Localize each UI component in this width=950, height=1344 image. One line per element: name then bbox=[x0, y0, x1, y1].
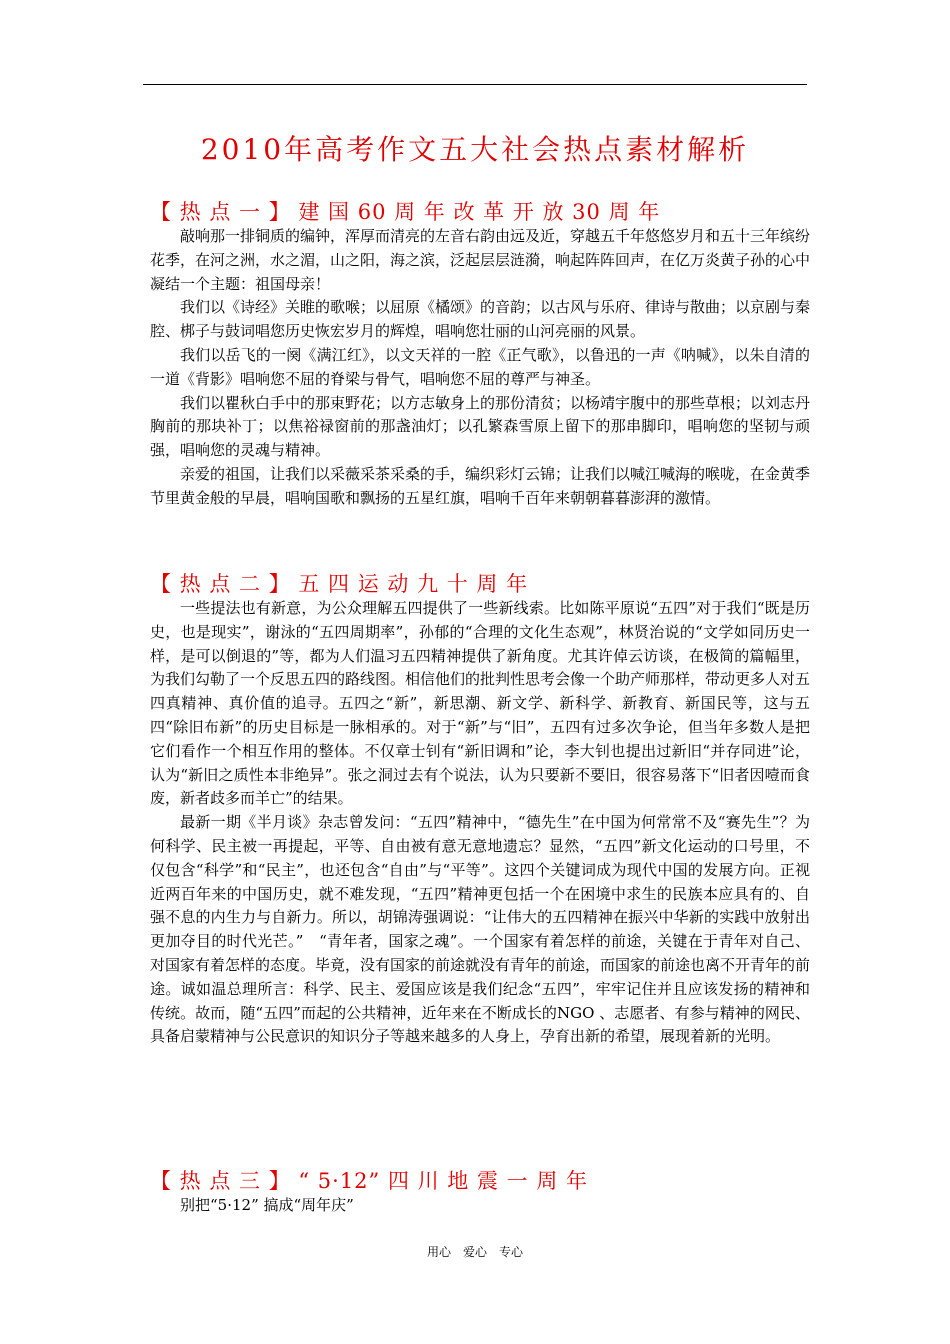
paragraph: 别把“5·12” 搞成“周年庆” bbox=[180, 1196, 354, 1214]
paragraph: 敲响那一排铜质的编钟，浑厚而清亮的左音右韵由远及近，穿越五千年悠悠岁月和五十三年缤纷花季，在河之洲，水之湄，山之阳，海之滨，泛起层层涟漪，响起阵阵回声，在亿万炎黄子孙的心中凝结一个主题：祖国母亲！ bbox=[150, 227, 811, 293]
section-body-hotspot-2 bbox=[150, 597, 810, 1049]
paragraph: 亲爱的祖国，让我们以采薇采茶采桑的手，编织彩灯云锦；让我们以喊江喊海的喉咙，在金黄季节里黄金般的早晨，唱响国歌和飘扬的五星红旗，唱响千百年来朝朝暮暮澎湃的激情。 bbox=[150, 464, 811, 507]
paragraph: 一些提法也有新意，为公众理解五四提供了一些新线索。比如陈平原说“五四”对于我们“既是历史，也是现实”，谢泳的“五四周期率”，孙郁的“合理的文化生态观”，林贤治说的“文学如同历史一样，是可以倒退的”等，都为人们温习五四精神提供了新角度。尤其许倬云访谈，在极简的篇幅里，为我们勾勒了一个反思五四的路线图。相信他们的批判性思考会像一个助产师那样，带动更多人对五四真精神、真价值的追寻。五四之“新”，新思潮、新文学、新科学、新教育、新国民等，这与五四“除旧布新”的历史目标是一脉相承的。对于“新”与“旧”，五四有过多次争论，但当年多数人是把它们看作一个相互作用的整体。不仅章士钊有“新旧调和”论，李大钊也提出过新旧“并存同进”论，认为“新旧之质性本非绝异”。张之洞过去有个说法，认为只要新不要旧，很容易落下“旧者因噎而食废，新者歧多而羊亡”的结果。 bbox=[150, 599, 811, 808]
paragraph: 最新一期《半月谈》杂志曾发问：“五四”精神中，“德先生”在中国为何常常不及“赛先生”？为何科学、民主被一再提起，平等、自由被有意无意地遗忘？显然，“五四”新文化运动的口号里，不仅包含“科学”和“民主”，也还包含“自由”与“平等”。这四个关键词成为现代中国的发展方向。正视近两百年来的中国历史，就不难发现，“五四”精神更包括一个在困境中求生的民族本应具有的、自强不息的内生力与自新力。所以，胡锦涛强调说：“让伟大的五四精神在振兴中华新的实践中放射出更加夺目的时代光芒。” “青年者，国家之魂”。一个国家有着怎样的前途，关键在于青年对自己、对国家有着怎样的态度。毕竟，没有国家的前途就没有青年的前途，而国家的前途也离不开青年的前途。诚如温总理所言：科学、民主、爱国应该是我们纪念“五四”，牢牢记住并且应该发扬的精神和传统。故而，随“五四”而起的公共精神，近年来在不断成长的NGO 、志愿者、有参与精神的网民、具备启蒙精神与公民意识的知识分子等越来越多的人身上，孕育出新的希望，展现着新的光明。 bbox=[150, 813, 811, 1046]
header-rule bbox=[143, 84, 807, 85]
section-heading-hotspot-3: 【 热 点 三 】 “ 5·12” 四 川 地 震 一 周 年 bbox=[150, 1169, 589, 1193]
section-body-hotspot-3 bbox=[150, 1194, 810, 1218]
section-body-hotspot-1 bbox=[150, 225, 810, 511]
paragraph: 我们以瞿秋白手中的那束野花；以方志敏身上的那份清贫；以杨靖宇腹中的那些草根；以刘志丹胸前的那块补丁；以焦裕禄窗前的那盏油灯；以孔繁森雪原上留下的那串脚印，唱响您的坚韧与顽强，唱响您的灵魂与精神。 bbox=[150, 393, 811, 460]
section-heading-hotspot-2: 【 热 点 二 】 五 四 运 动 九 十 周 年 bbox=[150, 572, 529, 596]
page-footer: 用心 爱心 专心 bbox=[426, 1245, 523, 1259]
paragraph: 我们以岳飞的一阕《满江红》，以文天祥的一腔《正气歌》，以鲁迅的一声《呐喊》，以朱自清的一道《背影》唱响您不屈的脊梁与骨气，唱响您不屈的尊严与神圣。 bbox=[150, 345, 810, 388]
section-heading-hotspot-1: 【 热 点 一 】 建 国 60 周 年 改 革 开 放 30 周 年 bbox=[150, 200, 661, 224]
paragraph: 我们以《诗经》关睢的歌喉；以屈原《橘颂》的音韵；以古风与乐府、律诗与散曲；以京剧与秦腔、梆子与鼓词唱您历史恢宏岁月的辉煌，唱响您壮丽的山河亮丽的风景。 bbox=[150, 298, 811, 341]
document-title: 2010年高考作文五大社会热点素材解析 bbox=[200, 133, 750, 166]
